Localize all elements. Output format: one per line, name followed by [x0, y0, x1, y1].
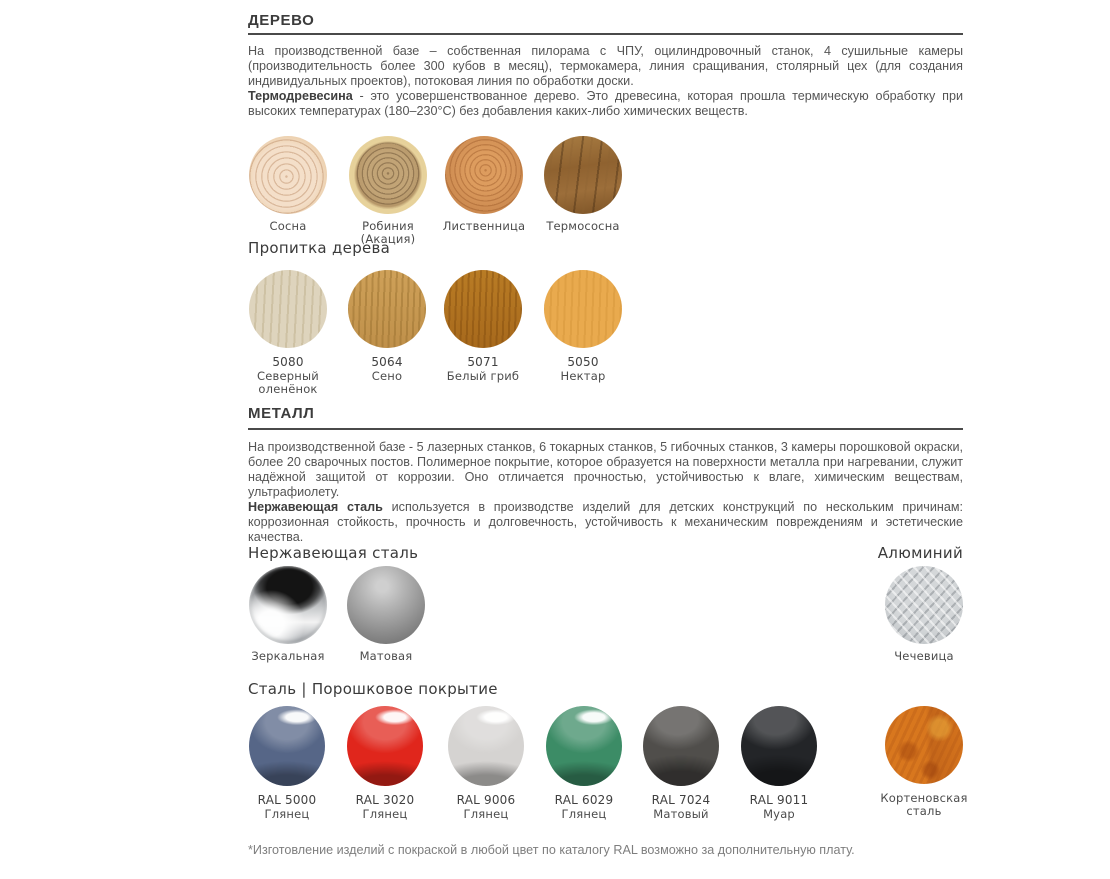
- stainless-paragraph: [248, 500, 963, 545]
- metal-intro-text: На производственной базе - 5 лазерных станков, 6 токарных станков, 5 гибочных станков, 3 камеры порошковой окраски, более 20 сварочных постов. Полимерное покрытие, которое образуется на поверхности металла при нагревании, служит надёжной защитой от коррозии. Оно отличается прочностью, устойчивостью к влаге, химическим веществам, ультрафиолету.: [248, 440, 963, 499]
- ral-code: RAL 6029: [554, 793, 614, 807]
- wood-intro-text: На производственной базе – собственная пилорама с ЧПУ, оцилиндровочный станок, 4 сушильные камеры (производительность более 300 кубов в месяц), термокамера, линия сращивания, столярный цех (для создания индивидуальных проектов), потоковая линия по обработки доски.: [248, 44, 963, 88]
- powder-sample-ral9006: [431, 706, 541, 821]
- stain-swatch-5071: [444, 270, 522, 348]
- stain-sample-5071: [428, 270, 538, 383]
- wood-sample-larch: [429, 136, 539, 233]
- ral3020-swatch: [347, 706, 423, 786]
- ral6029-swatch: [546, 706, 622, 786]
- stain-name: Сено: [371, 369, 403, 383]
- wood-swatch-larch: [445, 136, 523, 214]
- ral-code: RAL 9006: [456, 793, 516, 807]
- stain-code: 5064: [371, 355, 403, 369]
- diamond-plate-swatch: [885, 566, 963, 644]
- stainless-sample-label: Зеркальная: [251, 649, 325, 663]
- stain-swatch-5064: [348, 270, 426, 348]
- aluminum-title: Алюминий: [877, 544, 963, 562]
- impregnation-title: Пропитка дерева: [248, 239, 391, 257]
- powder-title: Сталь | Порошковое покрытие: [248, 680, 498, 698]
- stainless-lead: Нержавеющая сталь: [248, 500, 383, 514]
- ral-finish: Глянец: [264, 807, 310, 821]
- stain-swatch-5050: [544, 270, 622, 348]
- ral9006-swatch: [448, 706, 524, 786]
- stain-code: 5080: [272, 355, 304, 369]
- ral-finish: Матовый: [653, 807, 709, 821]
- metal-section-text: [248, 440, 963, 545]
- thermowood-paragraph: [248, 89, 963, 119]
- stainless-sample-label: Матовая: [359, 649, 413, 663]
- ral-finish: Глянец: [463, 807, 509, 821]
- aluminum-sample-lentil: [869, 566, 979, 663]
- stain-sample-5064: [332, 270, 442, 383]
- matte-steel-swatch: [347, 566, 425, 644]
- wood-sample-sosna: [233, 136, 343, 233]
- powder-sample-ral5000: [232, 706, 342, 821]
- ral-finish: Глянец: [561, 807, 607, 821]
- stain-code: 5050: [567, 355, 599, 369]
- corten-steel-swatch: [885, 706, 963, 784]
- wood-swatch-robinia: [349, 136, 427, 214]
- powder-sample-ral3020: [330, 706, 440, 821]
- wood-sample-thermopine: [528, 136, 638, 233]
- wood-sample-robinia: [333, 136, 443, 246]
- metal-intro-paragraph: [248, 440, 963, 500]
- wood-sample-label: Сосна: [269, 219, 307, 233]
- stain-swatch-5080: [249, 270, 327, 348]
- powder-sample-ral7024: [626, 706, 736, 821]
- stain-code: 5071: [467, 355, 499, 369]
- footer-note: *Изготовление изделий с покраской в любой цвет по каталогу RAL возможно за дополнительную плату.: [248, 843, 855, 857]
- wood-sample-label: Робиния (Акация): [360, 219, 416, 246]
- metal-section-rule: [248, 428, 963, 430]
- stainless-title: Нержавеющая сталь: [248, 544, 419, 562]
- wood-intro-paragraph: [248, 44, 963, 89]
- thermowood-lead: Термодревесина: [248, 89, 353, 103]
- aluminum-sample-label: Чечевица: [894, 649, 954, 663]
- stainless-rest: используется в производстве изделий для детских конструкций по нескольким причинам: коррозионная стойкость, прочность и долговечность, устойчивость к механическим повреждениям и эстетические качества.: [248, 500, 963, 544]
- wood-swatch-thermopine: [544, 136, 622, 214]
- wood-section-title: ДЕРЕВО: [248, 12, 315, 29]
- thermowood-rest: - это усовершенствованное дерево. Это древесина, которая прошла термическую обработку при высоких температурах (180–230°C) без добавления каких-либо химических веществ.: [248, 89, 963, 118]
- ral-code: RAL 9011: [749, 793, 809, 807]
- ral-finish: Глянец: [362, 807, 408, 821]
- powder-sample-ral6029: [529, 706, 639, 821]
- wood-sample-label: Термососна: [546, 219, 620, 233]
- wood-section-rule: [248, 33, 963, 35]
- ral-code: RAL 7024: [651, 793, 711, 807]
- stain-name: Северный оленёнок: [257, 369, 319, 396]
- stain-name: Нектар: [560, 369, 606, 383]
- metal-section-title: МЕТАЛЛ: [248, 405, 315, 422]
- stain-sample-5080: [233, 270, 343, 396]
- ral5000-swatch: [249, 706, 325, 786]
- ral7024-swatch: [643, 706, 719, 786]
- ral-code: RAL 3020: [355, 793, 415, 807]
- powder-sample-ral9011: [724, 706, 834, 821]
- stain-sample-5050: [528, 270, 638, 383]
- powder-sample-corten: [869, 706, 979, 818]
- ral-code: RAL 5000: [257, 793, 317, 807]
- wood-swatch-pine: [249, 136, 327, 214]
- stainless-sample-matte: [331, 566, 441, 663]
- ral-finish: Муар: [763, 807, 795, 821]
- stain-name: Белый гриб: [446, 369, 520, 383]
- ral9011-swatch: [741, 706, 817, 786]
- wood-section-text: [248, 44, 963, 119]
- wood-sample-label: Лиственница: [442, 219, 526, 233]
- corten-name: Кортеновская сталь: [880, 791, 968, 818]
- mirror-steel-swatch: [249, 566, 327, 644]
- stainless-sample-mirror: [233, 566, 343, 663]
